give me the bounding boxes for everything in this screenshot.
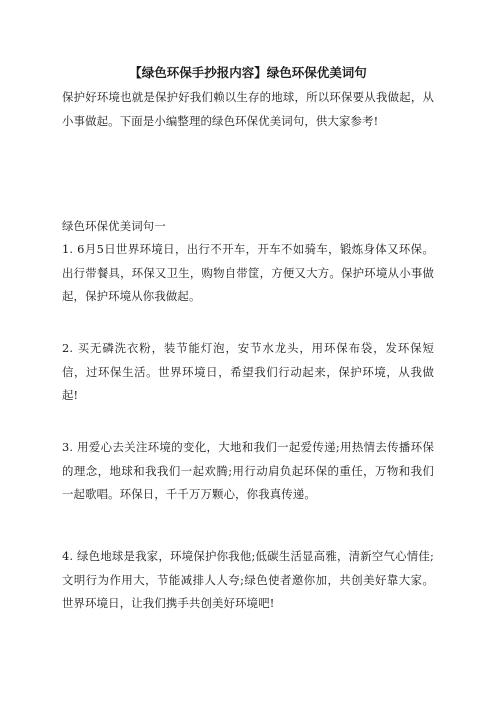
list-item: 1. 6月5日世界环境日，出行不开车，开车不如骑车，锻炼身体又环保。出行带餐具，环保又卫生，购物自带筐，方便又大方。保护环境从小事做起，保护环境从你我做起。 bbox=[62, 242, 434, 303]
list-item: 4. 绿色地球是我家，环境保护你我他;低碳生活显高雅，清新空气心情佳;文明行为作用大，节能减排人人夸;绿色使者邀你加，共创美好靠大家。世界环境日，让我们携手共创美好环境吧! bbox=[62, 549, 434, 610]
section-heading: 绿色环保优美词句一 bbox=[62, 219, 166, 233]
document-title: 【绿色环保手抄报内容】绿色环保优美词句 bbox=[129, 65, 367, 80]
intro-paragraph: 保护好环境也就是保护好我们赖以生存的地球，所以环保要从我做起，从小事做起。下面是小编整理的绿色环保优美词句，供大家参考! bbox=[62, 90, 434, 128]
list-item: 2. 买无磷洗衣粉，装节能灯泡，安节水龙头，用环保布袋，发环保短信，过环保生活。世界环境日，希望我们行动起来，保护环境，从我做起! bbox=[62, 341, 434, 402]
list-item: 3. 用爱心去关注环境的变化，大地和我们一起爱传递;用热情去传播环保的理念，地球和我我们一起欢腾;用行动肩负起环保的重任，万物和我们一起歌唱。环保日，千千万万颗心，你我真传递。 bbox=[62, 440, 434, 501]
